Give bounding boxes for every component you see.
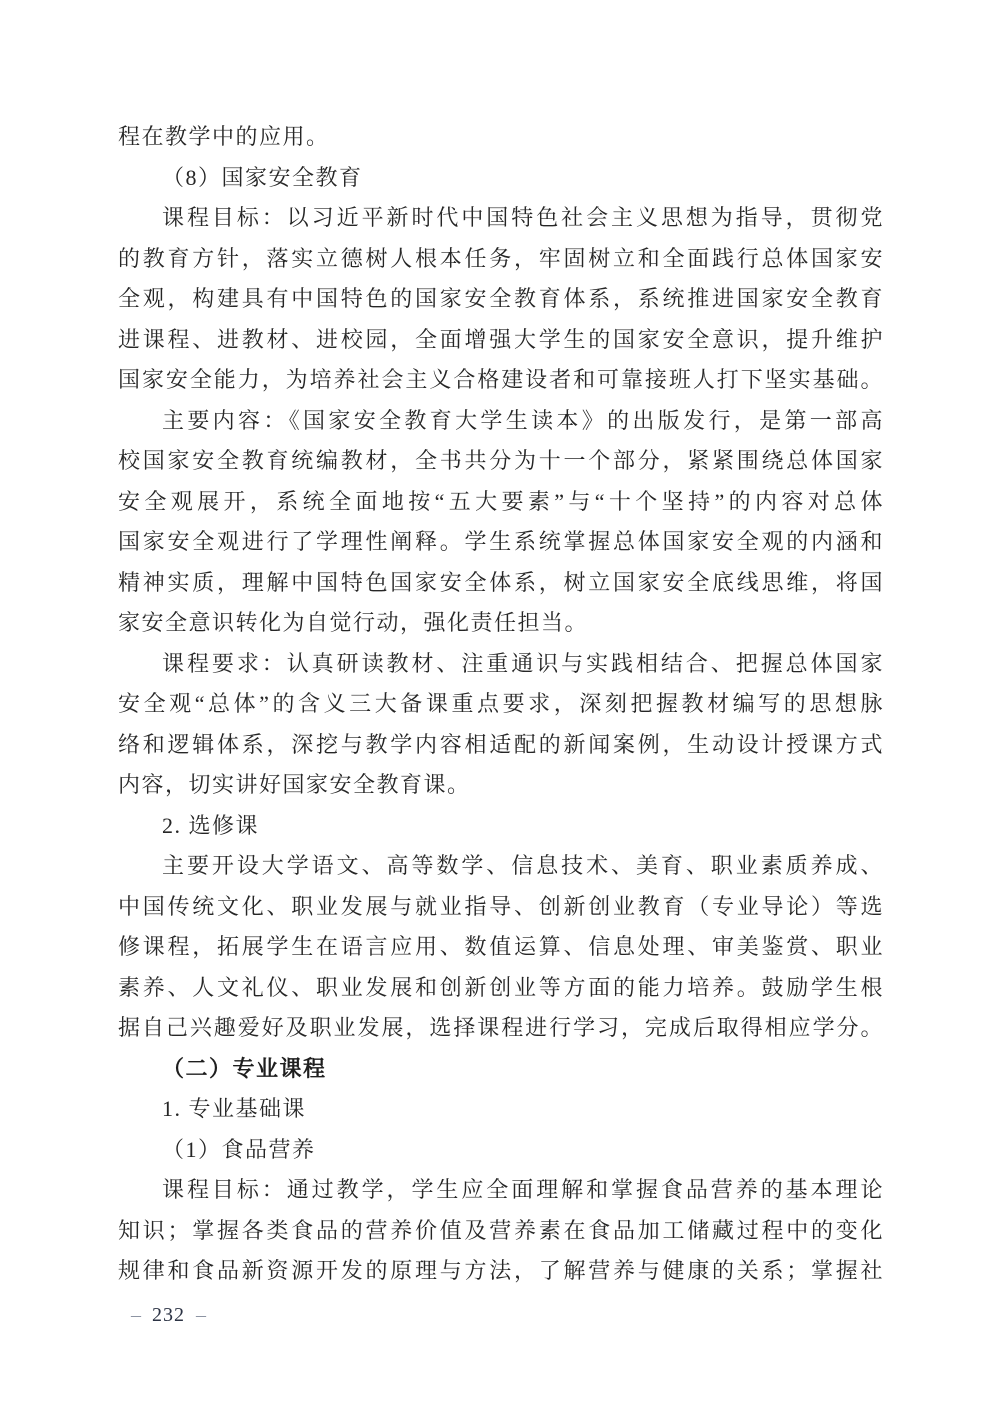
text-line: 课程目标：通过教学，学生应全面理解和掌握食品营养的基本理论: [162, 1177, 884, 1202]
text-line: 据自己兴趣爱好及职业发展，选择课程进行学习，完成后取得相应学分。: [118, 1015, 884, 1040]
text-line: 素养、人文礼仪、职业发展和创新创业等方面的能力培养。鼓励学生根: [118, 974, 884, 1000]
text-line: 主要内容：《国家安全教育大学生读本》的出版发行，是第一部高: [162, 407, 884, 433]
page-number-dash-right: –: [196, 1304, 206, 1326]
text-line: 修课程，拓展学生在语言应用、数值运算、信息处理、审美鉴赏、职业: [118, 934, 884, 959]
text-line: 校国家安全教育统编教材，全书共分为十一个部分，紧紧围绕总体国家: [118, 448, 884, 473]
heading-food-nutrition: （1）食品营养: [162, 1136, 316, 1162]
text-line: 的教育方针，落实立德树人根本任务，牢固树立和全面践行总体国家安: [118, 245, 884, 271]
heading-elective-courses: 2. 选修课: [162, 812, 260, 838]
heading-professional-basic-courses: 1. 专业基础课: [162, 1096, 307, 1121]
text-line: 进课程、进教材、进校园，全面增强大学生的国家安全意识，提升维护: [118, 326, 884, 352]
text-line: 程在教学中的应用。: [118, 124, 330, 149]
text-line: 课程要求：认真研读教材、注重通识与实践相结合、把握总体国家: [162, 650, 884, 676]
page-number-dash-left: –: [131, 1304, 141, 1326]
text-block: [118, 117, 884, 1292]
text-line: 络和逻辑体系，深挖与教学内容相适配的新闻案例，生动设计授课方式: [118, 731, 884, 757]
text-line: 家安全意识转化为自觉行动，强化责任担当。: [118, 610, 589, 635]
text-line: 主要开设大学语文、高等数学、信息技术、美育、职业素质养成、: [162, 853, 884, 878]
text-line: 全观，构建具有中国特色的国家安全教育体系，系统推进国家安全教育: [118, 286, 884, 311]
text-line: 安全观“总体”的含义三大备课重点要求，深刻把握教材编写的思想脉: [118, 691, 884, 716]
heading-national-security-education: （8）国家安全教育: [162, 164, 363, 190]
text-line: 中国传统文化、职业发展与就业指导、创新创业教育（专业导论）等选: [118, 893, 884, 919]
text-line: 精神实质，理解中国特色国家安全体系，树立国家安全底线思维，将国: [118, 569, 884, 595]
text-line: 知识；掌握各类食品的营养价值及营养素在食品加工储藏过程中的变化: [118, 1217, 884, 1243]
text-line: 国家安全能力，为培养社会主义合格建设者和可靠接班人打下坚实基础。: [118, 367, 884, 392]
text-line: 国家安全观进行了学理性阐释。学生系统掌握总体国家安全观的内涵和: [118, 529, 884, 554]
text-line: 安全观展开，系统全面地按“五大要素”与“十个坚持”的内容对总体: [118, 488, 884, 514]
text-line: 内容，切实讲好国家安全教育课。: [118, 772, 471, 797]
text-line: 规律和食品新资源开发的原理与方法，了解营养与健康的关系；掌握社: [118, 1258, 884, 1283]
page-number-value: 232: [152, 1304, 185, 1326]
heading-professional-courses: （二）专业课程: [162, 1055, 327, 1081]
text-line: 课程目标：以习近平新时代中国特色社会主义思想为指导，贯彻党: [162, 205, 884, 230]
page-number: [131, 1302, 206, 1328]
